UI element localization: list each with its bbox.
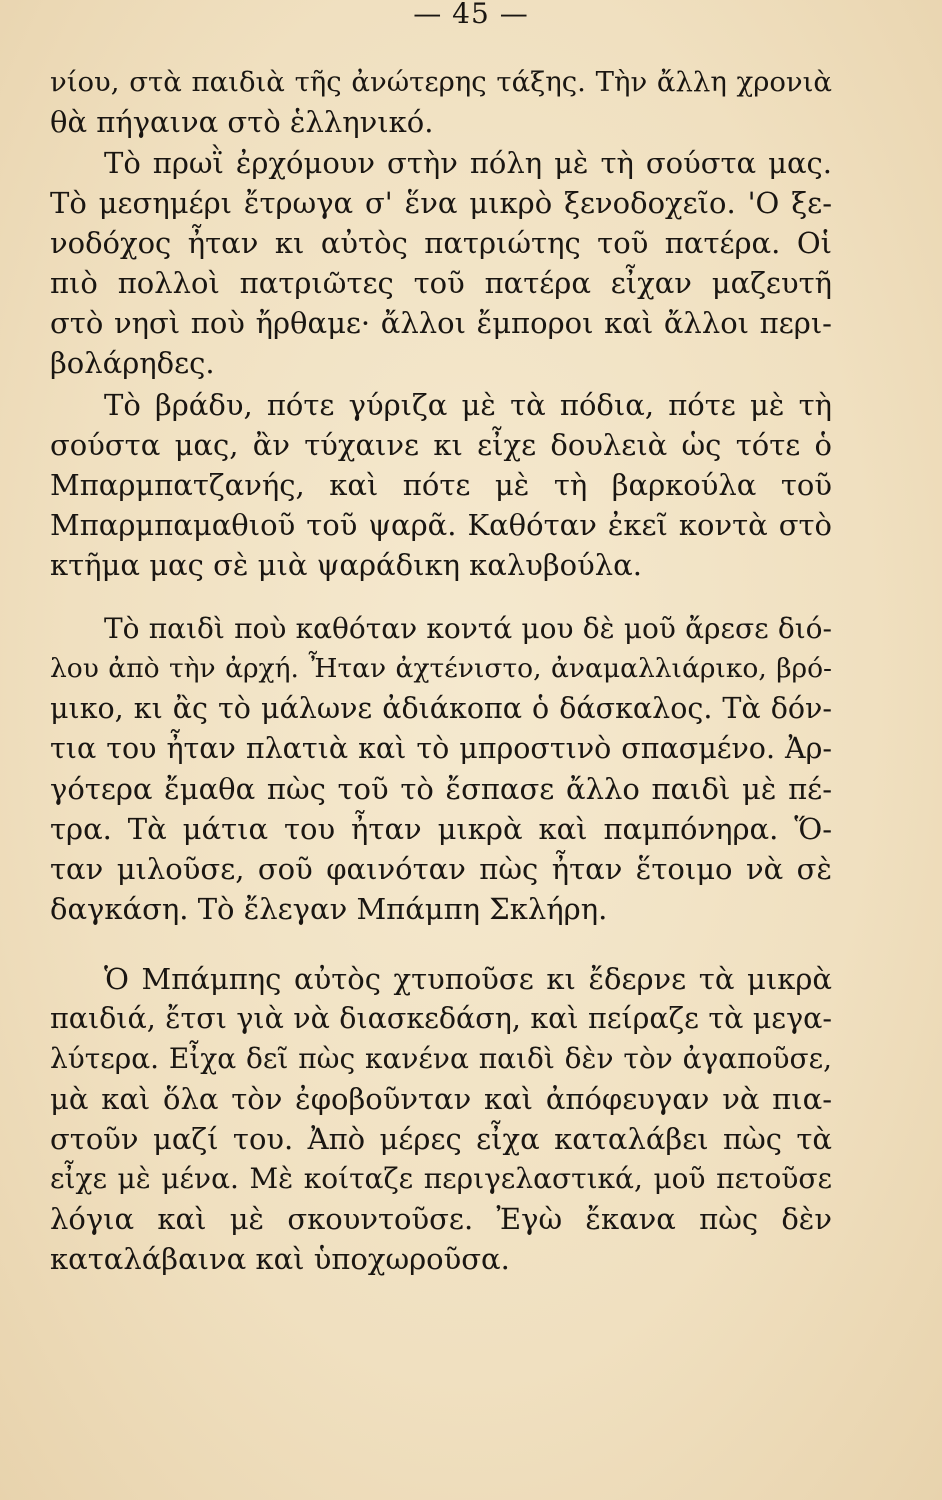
- text-line: θὰ πήγαινα στὸ ἑλληνικό.: [50, 105, 434, 139]
- text-line: λόγια καὶ μὲ σκουντοῦσε. Ἐγὼ ἔκανα πὼς δὲν: [50, 1202, 832, 1236]
- text-line: βολάρηδες.: [50, 346, 215, 380]
- text-line: μὰ καὶ ὅλα τὸν ἐφοβοῦνταν καὶ ἀπόφευγαν νὰ πια-: [50, 1082, 832, 1116]
- text-line: εἶχε μὲ μένα. Μὲ κοίταζε περιγελαστικά, μοῦ πετοῦσε: [50, 1162, 832, 1195]
- text-line: γότερα ἔμαθα πὼς τοῦ τὸ ἔσπασε ἄλλο παιδὶ μὲ πέ-: [50, 772, 832, 806]
- text-line: καταλάβαινα καὶ ὑποχωροῦσα.: [50, 1242, 510, 1276]
- text-line: λου ἀπὸ τὴν ἀρχή. Ἦταν ἀχτένιστο, ἀναμαλλιάρικο, βρό-: [50, 653, 832, 684]
- text-line: Τὸ βράδυ, πότε γύριζα μὲ τὰ πόδια, πότε μὲ τὴ: [104, 388, 832, 422]
- text-line: Μπαρμπατζανής, καὶ πότε μὲ τὴ βαρκούλα τοῦ: [50, 468, 832, 502]
- text-line: σούστα μας, ἂν τύχαινε κι εἶχε δουλειὰ ὡς τότε ὁ: [50, 428, 832, 462]
- text-line: στὸ νησὶ ποὺ ἤρθαμε· ἄλλοι ἔμποροι καὶ ἄλλοι περι-: [50, 306, 832, 340]
- text-line: ταν μιλοῦσε, σοῦ φαινόταν πὼς ἦταν ἕτοιμο νὰ σὲ: [50, 852, 832, 886]
- text-line: πιὸ πολλοὶ πατριῶτες τοῦ πατέρα εἶχαν μαζευτῆ: [50, 266, 832, 300]
- text-line: Μπαρμπαμαθιοῦ τοῦ ψαρᾶ. Καθόταν ἐκεῖ κοντὰ στὸ: [50, 508, 832, 542]
- text-line: Τὸ μεσημέρι ἔτρωγα σ' ἕνα μικρὸ ξενοδοχεῖο. 'Ο ξε-: [50, 186, 832, 220]
- body-text: [50, 62, 832, 1279]
- text-line: παιδιά, ἔτσι γιὰ νὰ διασκεδάση, καὶ πείραζε τὰ μεγα-: [50, 1002, 832, 1035]
- text-line: νίου, στὰ παιδιὰ τῆς ἀνώτερης τάξης. Τὴν ἄλλη χρονιὰ: [50, 66, 832, 98]
- page-number: — 45 —: [413, 0, 529, 30]
- text-line: λύτερα. Εἶχα δεῖ πὼς κανένα παιδὶ δὲν τὸν ἀγαποῦσε,: [50, 1042, 832, 1075]
- paragraph-3: [50, 385, 832, 585]
- paragraph-4: [50, 609, 832, 929]
- paragraph-1: [50, 62, 832, 142]
- text-line: τια του ἦταν πλατιὰ καὶ τὸ μπροστινὸ σπασμένο. Ἀρ-: [50, 732, 832, 765]
- text-line: μικο, κι ἂς τὸ μάλωνε ἀδιάκοπα ὁ δάσκαλος. Τὰ δόν-: [50, 692, 832, 725]
- text-line: κτῆμα μας σὲ μιὰ ψαράδικη καλυβούλα.: [50, 548, 642, 582]
- text-line: Ὁ Μπάμπης αὐτὸς χτυποῦσε κι ἔδερνε τὰ μικρὰ: [104, 962, 832, 996]
- text-line: στοῦν μαζί του. Ἀπὸ μέρες εἶχα καταλάβει πὼς τὰ: [50, 1122, 832, 1156]
- paragraph-5: [50, 959, 832, 1279]
- text-line: Τὸ παιδὶ ποὺ καθόταν κοντά μου δὲ μοῦ ἄρεσε διό-: [104, 612, 832, 645]
- text-line: τρα. Τὰ μάτια του ἦταν μικρὰ καὶ παμπόνηρα. Ὅ-: [50, 812, 832, 846]
- paragraph-2: [50, 143, 832, 383]
- text-line: δαγκάση. Τὸ ἔλεγαν Μπάμπη Σκλήρη.: [50, 892, 608, 926]
- text-line: Τὸ πρωῒ ἐρχόμουν στὴν πόλη μὲ τὴ σούστα μας.: [104, 146, 832, 180]
- text-line: νοδόχος ἦταν κι αὐτὸς πατριώτης τοῦ πατέρα. Οἱ: [50, 226, 832, 260]
